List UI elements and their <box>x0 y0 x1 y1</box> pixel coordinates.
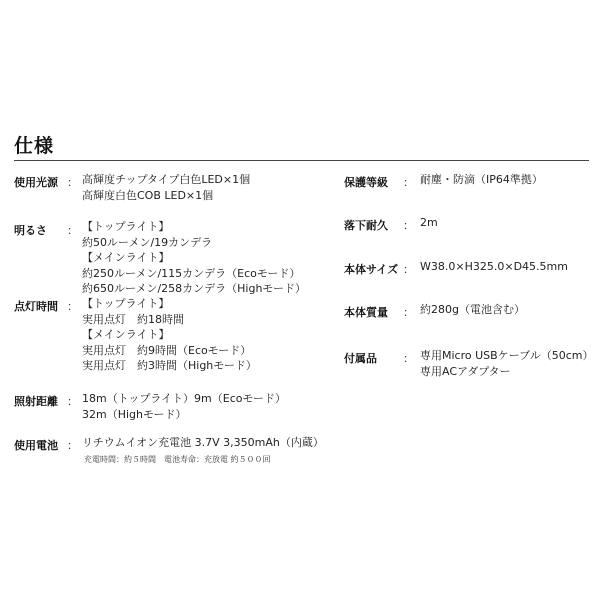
runtime-line: 実用点灯 約9時間（Ecoモード） <box>82 343 252 357</box>
runtime-label: 点灯時間 <box>14 300 58 313</box>
runtime-line: 【トップライト】 <box>82 297 170 310</box>
drop-colon: ： <box>403 219 414 232</box>
light-source-colon: ： <box>67 176 78 189</box>
protection-label: 保護等級 <box>344 176 388 189</box>
weight-value: 約280g（電池含む） <box>420 303 525 316</box>
runtime-line: 【メインライト】 <box>82 328 170 341</box>
distance-line: 32m（Highモード） <box>82 407 187 421</box>
brightness-label: 明るさ <box>14 224 47 237</box>
accessories-colon: ： <box>403 352 414 365</box>
heading-divider <box>14 160 589 161</box>
accessories-line: 専用ACアダプター <box>420 364 511 378</box>
brightness-value <box>82 219 306 297</box>
runtime-line: 実用点灯 約18時間 <box>82 312 184 326</box>
runtime-line: 実用点灯 約3時間（Highモード） <box>82 359 257 372</box>
light-source-value <box>82 172 250 203</box>
battery-colon: ： <box>67 439 78 452</box>
size-colon: ： <box>403 263 414 276</box>
drop-label: 落下耐久 <box>344 219 388 232</box>
weight-colon: ： <box>403 306 414 319</box>
weight-label: 本体質量 <box>344 306 388 319</box>
accessories-line: 専用Micro USBケーブル（50cm） <box>420 349 594 362</box>
accessories-value <box>420 348 593 379</box>
battery-label: 使用電池 <box>14 439 58 452</box>
brightness-colon: ： <box>67 224 78 237</box>
brightness-line: 【メインライト】 <box>82 251 170 264</box>
brightness-line: 【トップライト】 <box>82 220 170 233</box>
runtime-colon: ： <box>67 300 78 313</box>
protection-value: 耐塵・防滴（IP64準拠） <box>420 173 543 186</box>
protection-colon: ： <box>403 176 414 189</box>
distance-colon: ： <box>67 395 78 408</box>
size-label: 本体サイズ <box>344 263 399 276</box>
distance-line: 18m（トップライト）9m（Ecoモード） <box>82 392 287 405</box>
battery-note: 充電時間：約５時間 電池寿命：充放電 約５００回 <box>84 455 271 464</box>
runtime-value <box>82 296 257 374</box>
battery-value <box>82 435 324 451</box>
size-value: W38.0×H325.0×D45.5mm <box>420 260 568 273</box>
accessories-label: 付属品 <box>344 352 377 365</box>
brightness-line: 約650ルーメン/258カンデラ（Highモード） <box>82 282 306 295</box>
brightness-line: 約50ルーメン/19カンデラ <box>82 235 213 249</box>
spec-heading: 仕様 <box>14 135 55 157</box>
battery-line: リチウムイオン充電池 3.7V 3,350mAh（内蔵） <box>82 436 324 449</box>
light-source-line: 高輝度白色COB LED×1個 <box>82 188 214 202</box>
light-source-line: 高輝度チップタイプ白色LED×1個 <box>82 173 251 186</box>
distance-label: 照射距離 <box>14 395 58 408</box>
drop-value: 2m <box>420 216 438 229</box>
brightness-line: 約250ルーメン/115カンデラ（Ecoモード） <box>82 266 301 280</box>
light-source-label: 使用光源 <box>14 176 58 189</box>
distance-value <box>82 391 286 422</box>
